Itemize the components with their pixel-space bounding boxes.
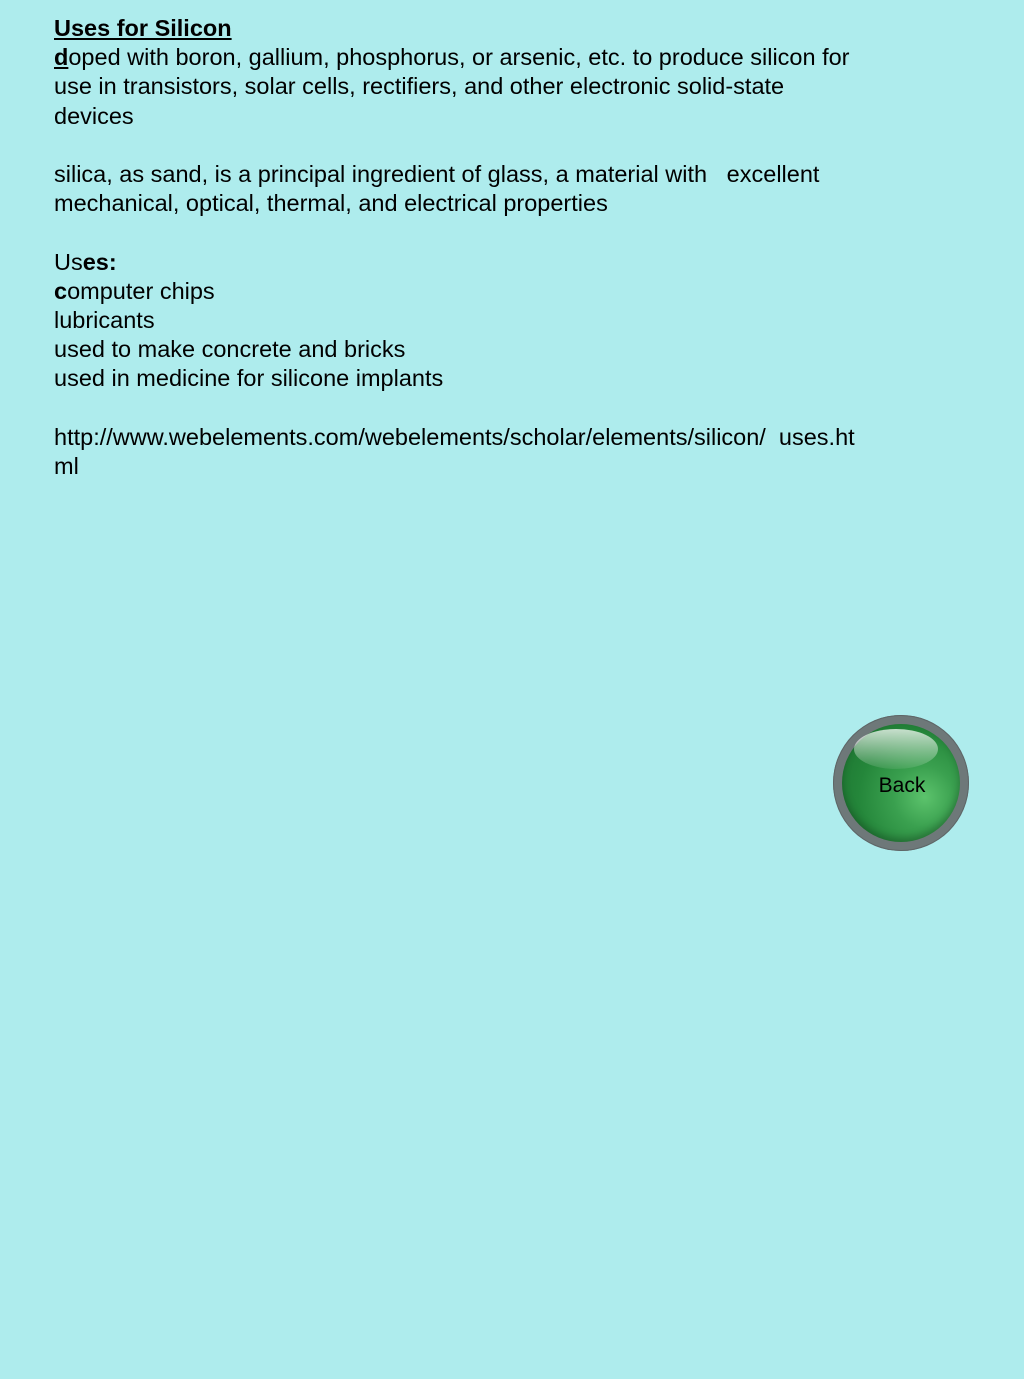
slide-content <box>54 14 894 481</box>
doping-paragraph-line-2: use in transistors, solar cells, rectifiers, and other electronic solid-state <box>54 73 785 100</box>
back-button-label: Back <box>878 774 926 797</box>
uses-heading-bold: es: <box>82 248 117 275</box>
source-url-line-1: http://www.webelements.com/webelements/scholar/elements/silicon/ uses.ht <box>54 423 855 450</box>
spacer <box>54 131 894 160</box>
spacer <box>54 394 894 423</box>
spacer <box>54 218 894 247</box>
silica-paragraph-line-2: mechanical, optical, thermal, and electrical properties <box>54 190 608 217</box>
back-button[interactable] <box>833 715 969 851</box>
uses-heading-normal: Us <box>54 248 83 275</box>
list-item: lubricants <box>54 307 155 333</box>
page-title: Uses for Silicon <box>54 15 232 41</box>
doping-paragraph-line-3: devices <box>54 102 134 129</box>
silica-paragraph-line-1: silica, as sand, is a principal ingredient of glass, a material with excellent <box>54 161 820 187</box>
back-button-gloss <box>854 729 938 769</box>
list-item: used in medicine for silicone implants <box>54 365 444 392</box>
list-item-text: omputer chips <box>67 277 215 304</box>
source-url-line-2: ml <box>54 453 79 479</box>
uses-heading <box>54 248 894 277</box>
list-item-first-letter: c <box>54 277 68 304</box>
list-item: used to make concrete and bricks <box>54 336 406 363</box>
list-item <box>54 277 894 306</box>
doping-first-letter: d <box>54 44 69 71</box>
doping-paragraph-line-1 <box>54 43 894 72</box>
back-button-face <box>842 724 960 842</box>
doping-line-1-text: oped with boron, gallium, phosphorus, or arsenic, etc. to produce silicon for <box>68 44 850 71</box>
